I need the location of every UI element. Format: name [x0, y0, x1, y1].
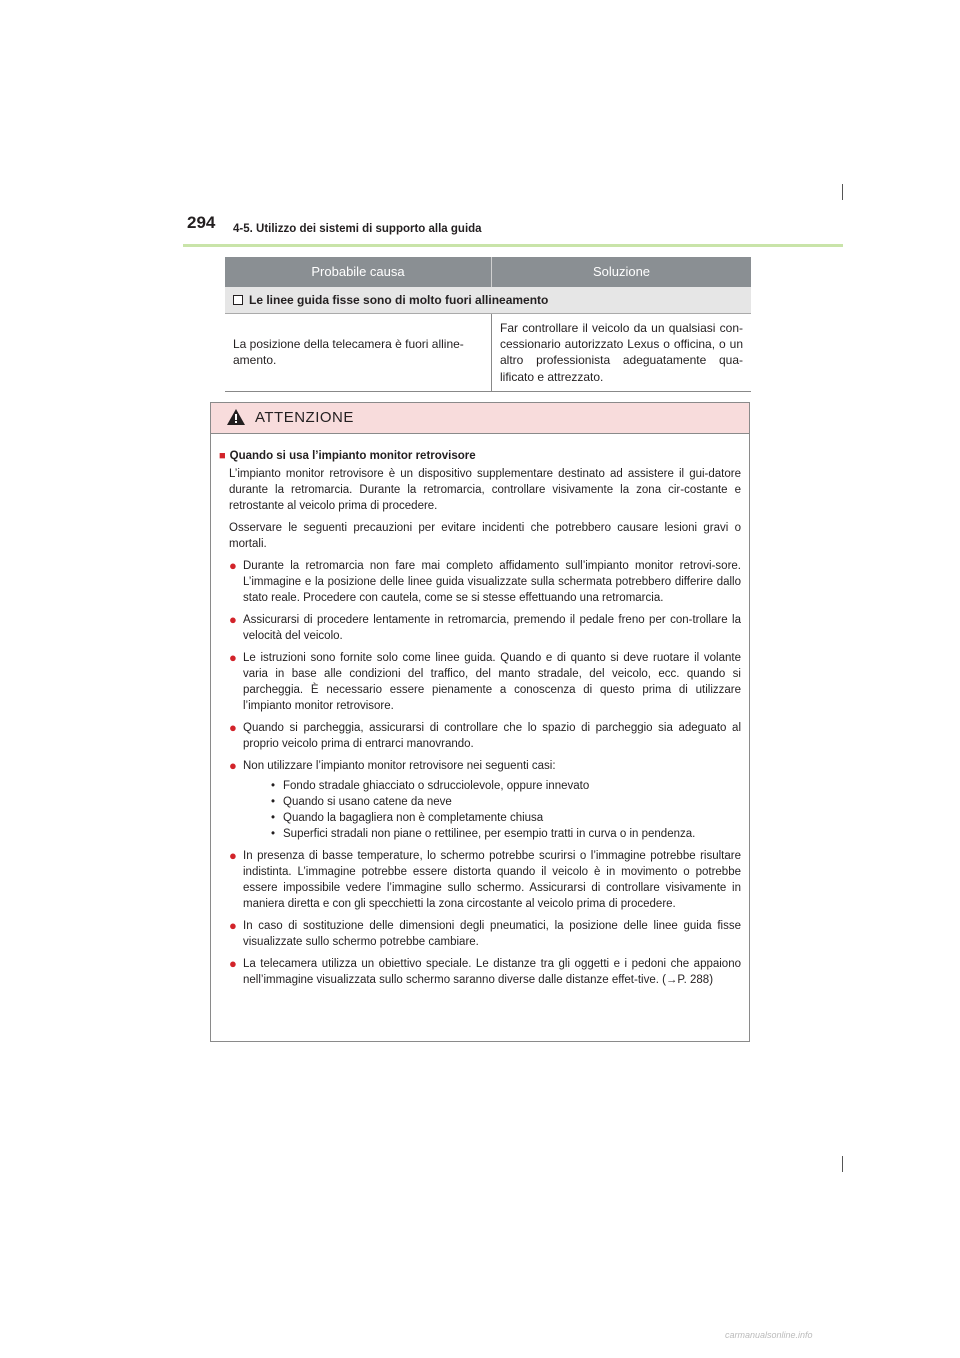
list-item	[229, 758, 741, 842]
section-title: 4-5. Utilizzo dei sistemi di supporto alla guida	[233, 223, 482, 235]
list-item	[229, 558, 741, 606]
red-bullet-icon: ●	[229, 558, 237, 573]
warning-header	[211, 403, 749, 434]
crop-mark-bottom	[842, 1156, 843, 1172]
list-item	[229, 720, 741, 752]
red-bullet-icon: ●	[229, 650, 237, 665]
table-subheader-text: Le linee guida fisse sono di molto fuori allineamento	[249, 292, 549, 307]
bullet-text: Le istruzioni sono fornite solo come linee guida. Quando e di quanto si deve ruotare il volante varia in base alle condizioni del traffico, del manto stradale, del veicolo, ecc. quando si parcheggia. È necessario essere pienamente a conoscenza di questo prima di utilizzare l’impianto monitor retrovisore.	[243, 652, 741, 712]
warning-intro-2: Osservare le seguenti precauzioni per evitare incidenti che potrebbero causare lesioni gravi o mortali.	[229, 522, 741, 550]
checkbox-icon	[233, 295, 243, 305]
warning-heading-text: Quando si usa l’impianto monitor retrovisore	[229, 450, 476, 462]
table-subheader	[225, 287, 751, 314]
bullet-text: Non utilizzare l’impianto monitor retrovisore nei seguenti casi:	[243, 760, 556, 772]
list-item	[229, 848, 741, 912]
column-header-cause: Probabile causa	[225, 257, 492, 287]
sub-list-item: • Quando la bagagliera non è completamente chiusa	[271, 810, 741, 826]
table-cell-solution: Far controllare il veicolo da un qualsiasi con-cessionario autorizzato Lexus o officina, o un altro professionista adeguatamente qua-lificato e attrezzato.	[492, 314, 752, 392]
cause-solution-table	[225, 257, 751, 392]
column-header-solution: Soluzione	[492, 257, 752, 287]
bullet-text: Quando si parcheggia, assicurarsi di controllare che lo spazio di parcheggio sia adeguato al proprio veicolo prima di entrarci manovrando.	[243, 722, 741, 750]
warning-box	[210, 402, 750, 1042]
crop-mark-top	[842, 184, 843, 200]
table-cell-cause: La posizione della telecamera è fuori alline-amento.	[225, 314, 492, 392]
red-square-icon: ■	[219, 450, 226, 462]
bullet-text: In caso di sostituzione delle dimensioni degli pneumatici, la posizione delle linee guida fisse visualizzate sullo schermo potrebbe cambiare.	[243, 920, 741, 948]
list-item	[229, 650, 741, 714]
red-bullet-icon: ●	[229, 758, 237, 773]
header-rule	[183, 244, 843, 247]
sub-list-item: • Fondo stradale ghiacciato o sdrucciolevole, oppure innevato	[271, 778, 741, 794]
warning-body	[211, 434, 749, 988]
warning-triangle-icon	[227, 409, 245, 425]
list-item	[229, 956, 741, 988]
red-bullet-icon: ●	[229, 848, 237, 863]
sub-list-item: • Superfici stradali non piane o rettilinee, per esempio tratti in curva o in pendenza.	[271, 826, 741, 842]
watermark: carmanualsonline.info	[725, 1330, 813, 1340]
warning-intro-1: L’impianto monitor retrovisore è un dispositivo supplementare destinato ad assistere il gui-datore durante la retromarcia. Durante la retromarcia, controllare visivamente la zona cir-costante e retrostante al veicolo prima di procedere.	[229, 468, 741, 512]
red-bullet-icon: ●	[229, 612, 237, 627]
table-row	[225, 314, 751, 392]
page-number: 294	[187, 213, 216, 232]
bullet-text: Durante la retromarcia non fare mai completo affidamento sull’impianto monitor retrovi-sore. L’immagine e la posizione delle linee guida visualizzate sulla schermata potrebbero differire dallo stato reale. Procedere con cautela, come se si stesse effettuando una retromarcia.	[243, 560, 741, 604]
red-bullet-icon: ●	[229, 918, 237, 933]
sub-list-item: • Quando si usano catene da neve	[271, 794, 741, 810]
list-item	[229, 918, 741, 950]
warning-heading	[219, 448, 741, 464]
list-item	[229, 612, 741, 644]
bullet-text: Assicurarsi di procedere lentamente in retromarcia, premendo il pedale freno per con-trollare la velocità del veicolo.	[243, 614, 741, 642]
sub-list	[271, 778, 741, 842]
bullet-text: In presenza di basse temperature, lo schermo potrebbe scurirsi o l’immagine potrebbe risultare indistinta. L’immagine potrebbe essere distorta quando il veicolo è in movimento o potrebbe essere impossibile vedere l’immagine sullo schermo. Assicurarsi di controllare visivamente in maniera diretta e con gli specchietti la zona circostante al veicolo prima di procedere.	[243, 850, 741, 910]
red-bullet-icon: ●	[229, 956, 237, 971]
red-bullet-icon: ●	[229, 720, 237, 735]
warning-title: ATTENZIONE	[255, 409, 354, 426]
bullet-text: La telecamera utilizza un obiettivo speciale. Le distanze tra gli oggetti e i pedoni che appaiono nell’immagine visualizzata sullo schermo saranno diverse dalle distanze effet-tive. (→P. 288)	[243, 958, 741, 986]
